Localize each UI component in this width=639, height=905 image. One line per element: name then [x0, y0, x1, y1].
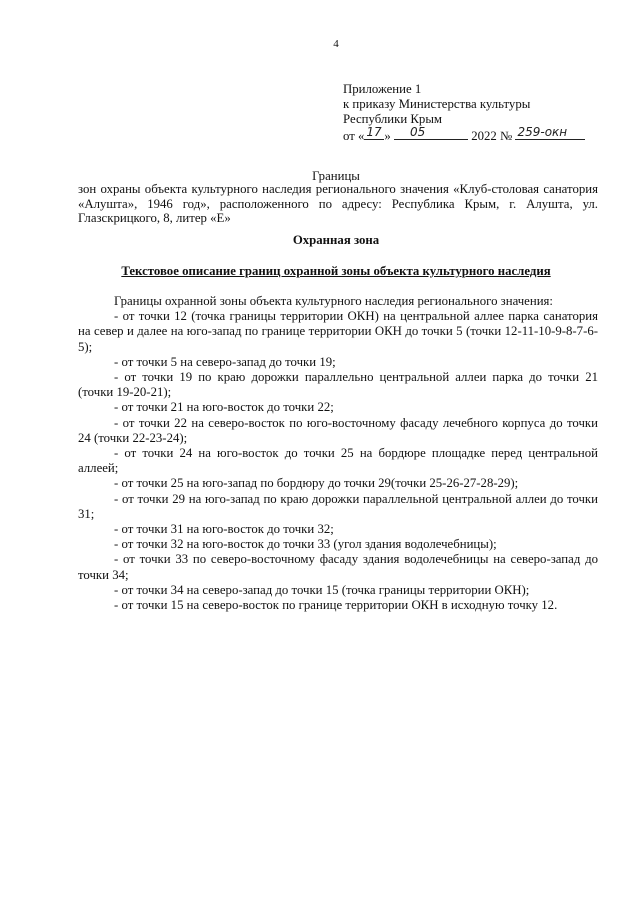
paragraph: - от точки 24 на юго-восток до точки 25 на бордюре площадке перед центральной аллеей;	[78, 446, 598, 476]
zone-title: Охранная зона	[292, 233, 380, 247]
paragraph: - от точки 12 (точка границы территории ОКН) на центральной аллее парка санатория на север и далее на юго-запад по границе территории ОКН до точки 5 (точки 12-11-10-9-8-7-6-5);	[78, 309, 598, 354]
paragraph: - от точки 21 на юго-восток до точки 22;	[114, 400, 334, 415]
document-heading: Границы	[312, 169, 360, 183]
month-handwritten: 05	[410, 125, 426, 139]
boundary-description	[78, 294, 598, 613]
paragraph: - от точки 25 на юго-запад по бордюру до точки 29(точки 25-26-27-28-29);	[114, 476, 519, 491]
appendix-line-1: Приложение 1	[343, 82, 422, 96]
day-handwritten: 17	[366, 125, 382, 139]
order-number-field	[515, 127, 585, 140]
intro-text: зон охраны объекта культурного наследия регионального значения «Клуб-столовая санатория «Алушта», 1946 год», расположенного по адресу: Республика Крым, г. Алушта, ул. Глазскрицкого, 8, литер «Е»	[78, 182, 598, 225]
year-number-label: 2022 №	[471, 129, 513, 143]
description-title: Текстовое описание границ охранной зоны объекта культурного наследия	[121, 264, 551, 278]
paragraph: - от точки 31 на юго-восток до точки 32;	[114, 522, 334, 537]
paragraph: - от точки 19 по краю дорожки параллельно центральной аллеи парка до точки 21 (точки 19-20-21);	[78, 370, 598, 400]
paragraph: - от точки 22 на северо-восток по юго-восточному фасаду лечебного корпуса до точки 24 (точки 22-23-24);	[78, 415, 598, 445]
paragraph: - от точки 15 на северо-восток по границе территории ОКН в исходную точку 12.	[114, 598, 558, 613]
paragraph: - от точки 34 на северо-запад до точки 15 (точка границы территории ОКН);	[114, 582, 530, 597]
month-field	[394, 127, 468, 140]
paragraph: - от точки 33 по северо-восточному фасаду здания водолечебницы на северо-запад до точки 34;	[78, 552, 598, 582]
order-date-line	[343, 127, 613, 144]
paragraph: Границы охранной зоны объекта культурного наследия регионального значения:	[114, 294, 553, 308]
date-prefix: от «	[343, 129, 365, 143]
paragraph: - от точки 29 на юго-запад по краю дорожки параллельной центральной аллеи до точки 31;	[78, 491, 598, 521]
order-number-handwritten: 259-окн	[517, 125, 568, 139]
day-field	[364, 127, 384, 140]
paragraph: - от точки 32 на юго-восток до точки 33 (угол здания водолечебницы);	[114, 537, 497, 552]
appendix-line-2: к приказу Министерства культуры	[343, 97, 531, 111]
page-number: 4	[333, 38, 339, 50]
appendix-block	[343, 82, 613, 144]
appendix-line-3: Республики Крым	[343, 112, 443, 126]
date-mid: »	[384, 129, 391, 143]
paragraph: - от точки 5 на северо-запад до точки 19;	[114, 354, 336, 369]
